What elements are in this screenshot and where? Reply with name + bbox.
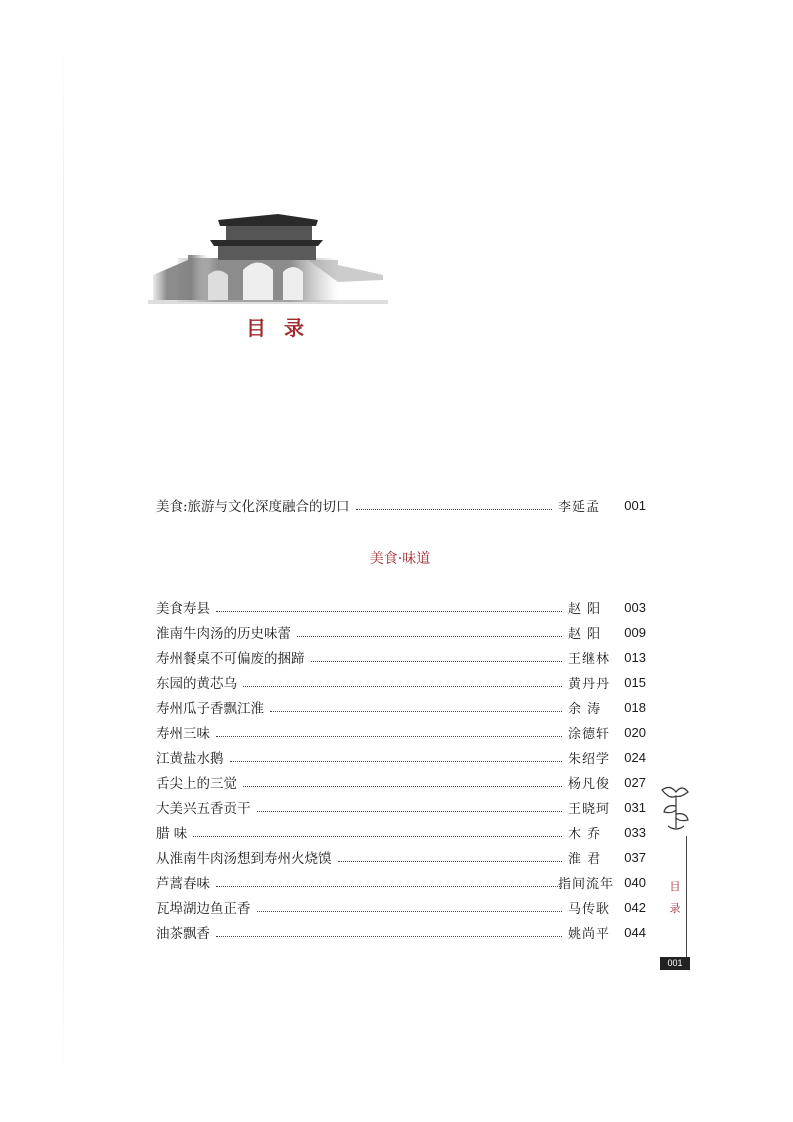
toc-entry-title: 寿州三味 [156, 726, 210, 742]
toc-entry-title: 油茶飘香 [156, 926, 210, 942]
toc-entry-page: 037 [624, 849, 646, 865]
toc-entry[interactable] [156, 896, 646, 918]
toc-entry-title: 芦蒿春味 [156, 876, 210, 892]
section-heading: 美食·味道 [369, 551, 431, 567]
toc-entry[interactable] [156, 621, 646, 643]
toc-entry[interactable] [156, 921, 646, 943]
intro-entry-author: 李延孟 [558, 499, 601, 515]
toc-entry-page: 033 [624, 824, 646, 840]
page-title: 目录 [246, 316, 322, 340]
leader-dots [311, 660, 563, 662]
toc-entry-page: 044 [624, 924, 646, 940]
toc-entry-title: 瓦埠湖边鱼正香 [156, 901, 251, 917]
leader-dots [216, 610, 562, 612]
floral-ornament-icon [656, 782, 692, 834]
toc-entry[interactable] [156, 871, 646, 893]
toc-entry-page: 009 [624, 624, 646, 640]
toc-entry-page: 018 [624, 699, 646, 715]
toc-entry-title: 从淮南牛肉汤想到寿州火烧馍 [156, 851, 332, 867]
toc-entry[interactable] [156, 796, 646, 818]
toc-entry-title: 美食寿县 [156, 601, 210, 617]
toc-entry-author: 赵 阳 [568, 601, 602, 617]
toc-entry-page: 027 [624, 774, 646, 790]
toc-entry-author: 赵 阳 [568, 626, 602, 642]
toc-entry-author: 指间流年 [558, 876, 615, 892]
leader-dots [338, 860, 563, 862]
toc-entry-page: 013 [624, 649, 646, 665]
toc-entry-page: 015 [624, 674, 646, 690]
toc-entry-page: 040 [624, 874, 646, 890]
leader-dots [216, 935, 562, 937]
toc-entry-author: 木 乔 [568, 826, 602, 842]
toc-entry-author: 黄丹丹 [568, 676, 611, 692]
toc-entry[interactable] [156, 696, 646, 718]
toc-entry[interactable] [156, 771, 646, 793]
toc-entry-title: 大美兴五香贡干 [156, 801, 251, 817]
leader-dots [243, 685, 562, 687]
toc-entry-title: 江黄盐水鹅 [156, 751, 224, 767]
toc-entry-author: 王晓珂 [568, 801, 611, 817]
toc-entry-author: 朱绍学 [568, 751, 611, 767]
toc-entry-page: 031 [624, 799, 646, 815]
leader-dots [270, 710, 562, 712]
leader-dots [356, 508, 552, 510]
toc-entry-title: 东园的黄芯乌 [156, 676, 237, 692]
toc-entry-title: 寿州餐桌不可偏废的捆蹄 [156, 651, 305, 667]
toc-entry[interactable] [156, 671, 646, 693]
toc-entry-title: 淮南牛肉汤的历史味蕾 [156, 626, 291, 642]
toc-entry-page: 024 [624, 749, 646, 765]
page-edge [63, 40, 64, 1080]
intro-entry-page: 001 [624, 497, 646, 513]
toc-entry[interactable] [156, 846, 646, 868]
city-gate-illustration [148, 200, 388, 310]
toc-entry-author: 淮 君 [568, 851, 602, 867]
toc-entry[interactable] [156, 596, 646, 618]
intro-entry-title: 美食:旅游与文化深度融合的切口 [156, 499, 350, 515]
toc-entry[interactable] [156, 646, 646, 668]
toc-entry-author: 涂德轩 [568, 726, 611, 742]
intro-entry[interactable] [156, 494, 646, 516]
toc-entry-title: 寿州瓜子香飘江淮 [156, 701, 264, 717]
toc-entry-title: 腊 味 [156, 826, 188, 842]
toc-entry-author: 姚尚平 [568, 926, 611, 942]
toc-entry-title: 舌尖上的三觉 [156, 776, 237, 792]
toc-entry[interactable] [156, 821, 646, 843]
leader-dots [230, 760, 563, 762]
page-number: 001 [660, 957, 690, 970]
leader-dots [243, 785, 562, 787]
leader-dots [257, 810, 563, 812]
toc-entry-page: 042 [624, 899, 646, 915]
leader-dots [297, 635, 562, 637]
leader-dots [216, 735, 562, 737]
toc-entry-author: 余 涛 [568, 701, 602, 717]
toc-entry[interactable] [156, 721, 646, 743]
toc-entry-page: 003 [624, 599, 646, 615]
toc-entry-author: 杨凡俊 [568, 776, 611, 792]
leader-dots [216, 885, 562, 887]
leader-dots [257, 910, 563, 912]
toc-entry-page: 020 [624, 724, 646, 740]
toc-entry-author: 马传耿 [568, 901, 611, 917]
leader-dots [193, 835, 562, 837]
side-section-label: 目录 [669, 880, 681, 915]
toc-entry-author: 王继林 [568, 651, 611, 667]
side-rule [686, 836, 687, 962]
toc-entry[interactable] [156, 746, 646, 768]
